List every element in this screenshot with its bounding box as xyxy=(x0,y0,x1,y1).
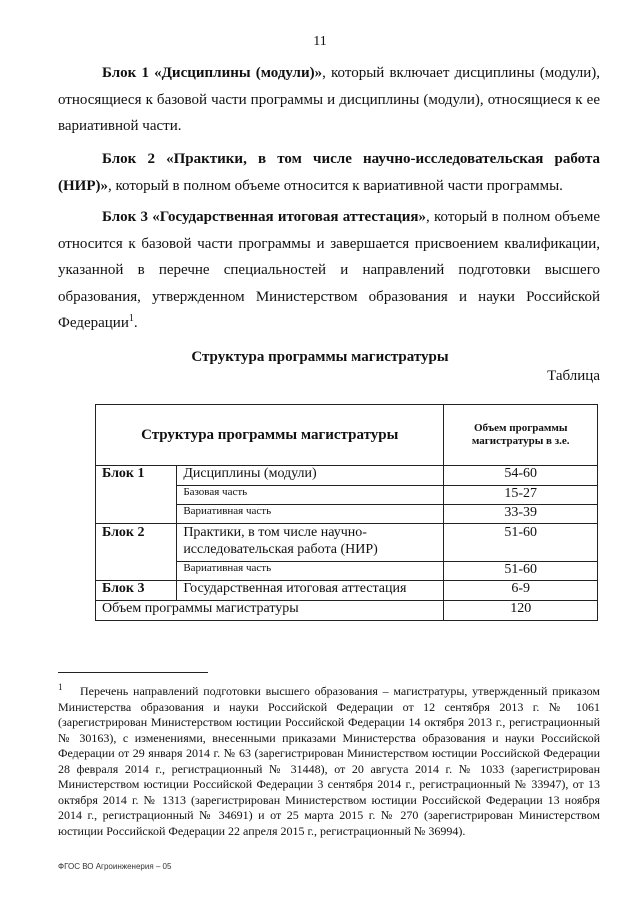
table-header-row xyxy=(96,405,598,466)
block-2-text: , который в полном объеме относится к вариативной части программы. xyxy=(108,177,563,194)
page-number: 11 xyxy=(313,34,327,49)
table-row xyxy=(96,466,598,486)
structure-table xyxy=(95,404,598,621)
value-cell: 51-60 xyxy=(444,524,598,562)
footnote-separator xyxy=(58,672,208,673)
total-name-cell: Объем программы магистратуры xyxy=(96,601,444,621)
value-cell: 54-60 xyxy=(444,466,598,486)
paragraph-block-3 xyxy=(58,204,600,337)
block-cell: Блок 1 xyxy=(96,466,177,524)
name-cell: Вариативная часть xyxy=(177,505,444,524)
paragraph-block-2 xyxy=(58,146,600,199)
footnote-mark: 1 xyxy=(58,682,63,692)
block-2-title: Блок 2 «Практики, в том числе научно-исследовательская работа (НИР)» xyxy=(58,151,600,194)
name-cell: Базовая часть xyxy=(177,486,444,505)
value-cell: 51-60 xyxy=(444,562,598,581)
footnote xyxy=(58,684,600,839)
table-row xyxy=(96,581,598,601)
name-cell: Государственная итоговая аттестация xyxy=(177,581,444,601)
page-footer: ФГОС ВО Агроинженерия – 05 xyxy=(58,862,172,871)
block-3-title: Блок 3 «Государственная итоговая аттестация» xyxy=(102,209,427,225)
name-cell: Практики, в том числе научно-исследовательская работа (НИР) xyxy=(177,524,444,562)
table-row xyxy=(96,524,598,562)
total-value-cell: 120 xyxy=(444,601,598,621)
table-total-row xyxy=(96,601,598,621)
footnote-text: Перечень направлений подготовки высшего образования – магистратуры, утвержденный приказом Министерства образования и науки Российской Федерации от 12 сентября 2013 г. № 1061 (зарегистрирован Министерством юстиции Российской Федерации 14 октября 2013 г., регистрационный № 30163), с изменениями, внесенными приказами Министерства образования и науки Российской Федерации от 29 января 2014 г. № 63 (зарегистрирован Министерством юстиции Российской Федерации 28 февраля 2014 г., регистрационный № 31448), от 20 августа 2014 г. № 1033 (зарегистрирован Министерством юстиции Российской Федерации 3 сентября 2014 г., регистрационный № 33947), от 13 октября 2014 г. № 1313 (зарегистрирован Министерством юстиции Российской Федерации 13 ноября 2014 г., регистрационный № 34691) и от 25 марта 2015 г. № 270 (зарегистрирован Министерством юстиции Российской Федерации 22 апреля 2015 г., регистрационный № 36994). xyxy=(58,684,600,838)
table-label: Таблица xyxy=(547,368,600,384)
block-1-text: , который включает дисциплины (модули), относящиеся к базовой части программы и дисциплины (модули), относящиеся к ее вариативной части. xyxy=(58,65,601,134)
name-cell: Дисциплины (модули) xyxy=(177,466,444,486)
block-cell: Блок 2 xyxy=(96,524,177,581)
name-cell: Вариативная часть xyxy=(177,562,444,581)
header-structure: Структура программы магистратуры xyxy=(96,405,444,466)
section-title: Структура программы магистратуры xyxy=(191,349,449,365)
block-3-end: . xyxy=(133,315,138,331)
value-cell: 6-9 xyxy=(444,581,598,601)
header-volume: Объем программы магистратуры в з.е. xyxy=(444,405,598,466)
paragraph-block-1 xyxy=(58,60,600,140)
value-cell: 33-39 xyxy=(444,505,598,524)
value-cell: 15-27 xyxy=(444,486,598,505)
footnote-ref: 1 xyxy=(128,313,134,324)
block-cell: Блок 3 xyxy=(96,581,177,601)
block-1-title: Блок 1 «Дисциплины (модули)» xyxy=(102,65,323,81)
block-3-text: , который в полном объеме относится к базовой части программы и завершается присвоением квалификации, указанной в перечне специальностей и направлений подготовки высшего образования, утвержденном Министерством образования и науки Российской Федерации xyxy=(58,209,600,331)
